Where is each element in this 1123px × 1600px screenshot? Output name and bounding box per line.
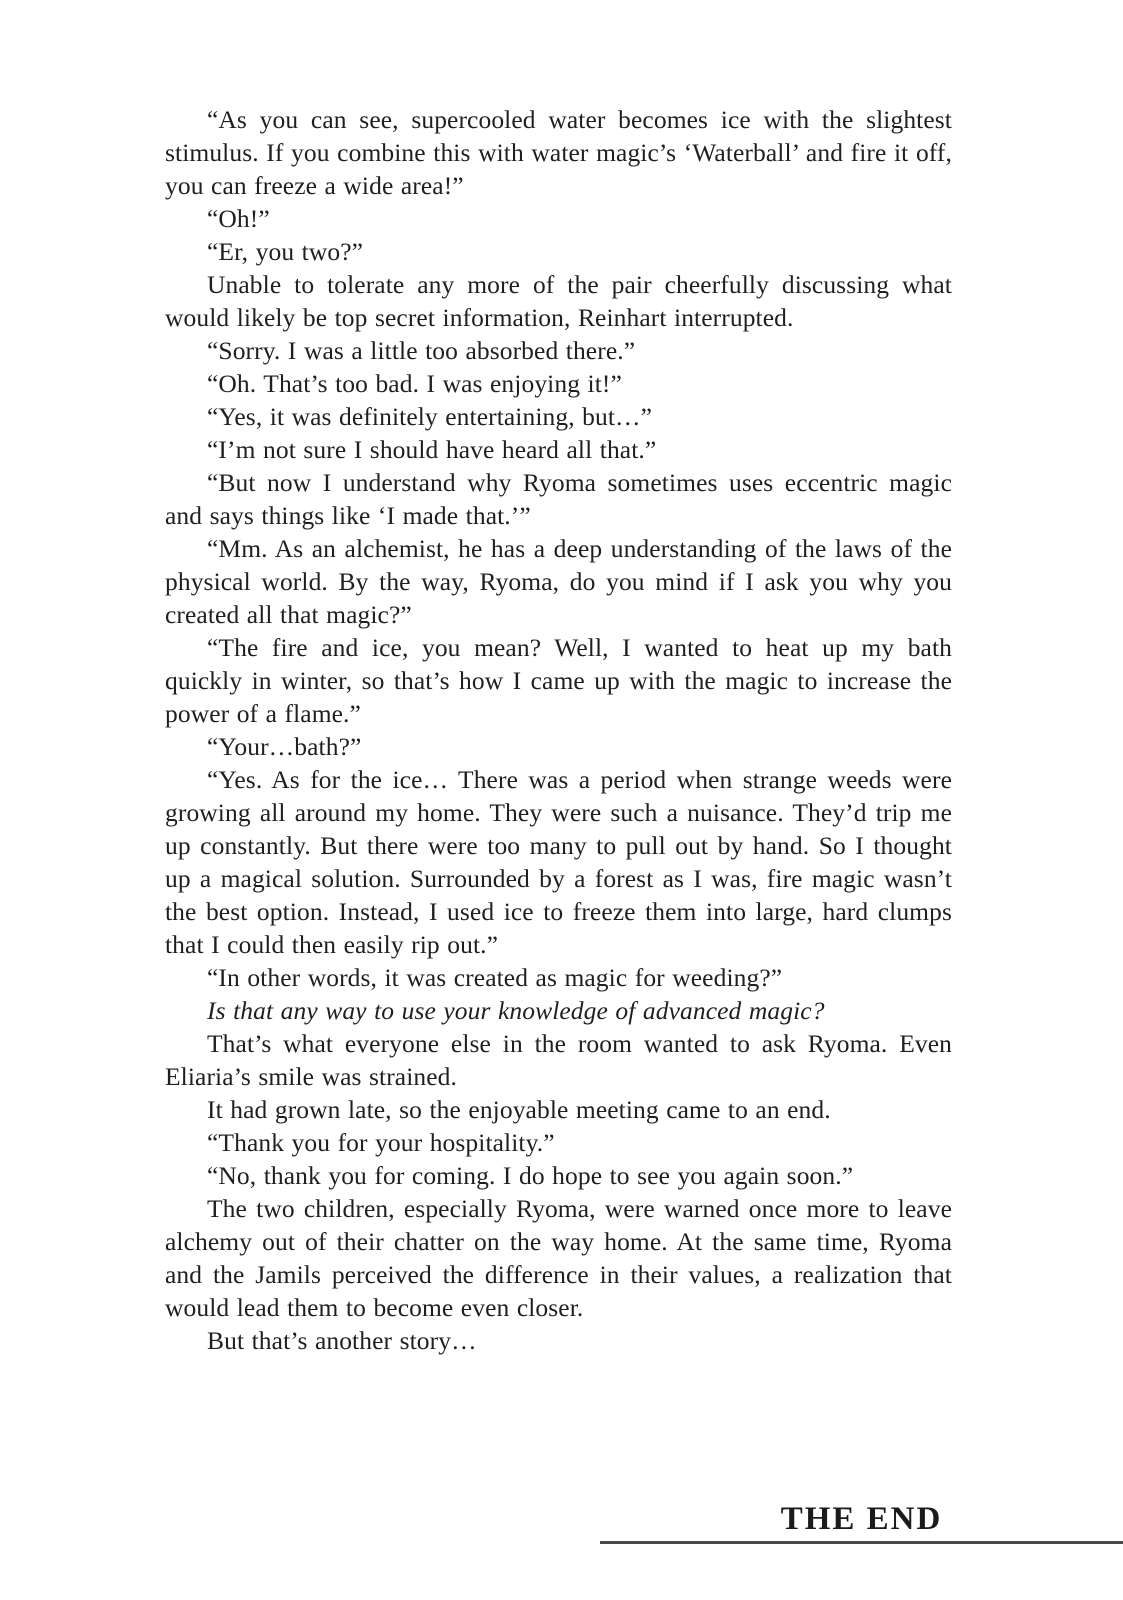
paragraph: “Oh!” bbox=[207, 204, 270, 233]
paragraph: “Sorry. I was a little too absorbed there.” bbox=[207, 336, 636, 365]
page-body bbox=[165, 103, 952, 1357]
paragraph: That’s what everyone else in the room wanted to ask Ryoma. Even Eliaria’s smile was strained. bbox=[165, 1029, 952, 1091]
paragraph: “The fire and ice, you mean? Well, I wanted to heat up my bath quickly in winter, so that’s how I came up with the magic to increase the power of a flame.” bbox=[165, 633, 952, 728]
paragraph: “Oh. That’s too bad. I was enjoying it!” bbox=[207, 369, 622, 398]
paragraph: “Mm. As an alchemist, he has a deep understanding of the laws of the physical world. By the way, Ryoma, do you mind if I ask you why you created all that magic?” bbox=[165, 534, 952, 629]
the-end-footer bbox=[600, 1500, 1123, 1544]
paragraph: “Yes, it was definitely entertaining, but…” bbox=[207, 402, 653, 431]
paragraph: The two children, especially Ryoma, were warned once more to leave alchemy out of their chatter on the way home. At the same time, Ryoma and the Jamils perceived the difference in their values, a realization that would lead them to become even closer. bbox=[165, 1194, 952, 1322]
paragraph: But that’s another story… bbox=[207, 1326, 477, 1355]
paragraph: “Er, you two?” bbox=[207, 237, 364, 266]
paragraph: “In other words, it was created as magic for weeding?” bbox=[207, 963, 783, 992]
paragraph: “But now I understand why Ryoma sometimes uses eccentric magic and says things like ‘I made that.’” bbox=[165, 468, 952, 530]
paragraph: “Your…bath?” bbox=[207, 732, 362, 761]
paragraph: “As you can see, supercooled water becomes ice with the slightest stimulus. If you combine this with water magic’s ‘Waterball’ and fire it off, you can freeze a wide area!” bbox=[165, 105, 952, 200]
paragraph: “No, thank you for coming. I do hope to see you again soon.” bbox=[207, 1161, 854, 1190]
the-end-label: THE END bbox=[780, 1501, 943, 1537]
paragraph: “Thank you for your hospitality.” bbox=[207, 1128, 555, 1157]
paragraph: It had grown late, so the enjoyable meeting came to an end. bbox=[207, 1095, 831, 1124]
paragraph: Unable to tolerate any more of the pair cheerfully discussing what would likely be top secret information, Reinhart interrupted. bbox=[165, 270, 952, 332]
paragraph: “Yes. As for the ice… There was a period when strange weeds were growing all around my home. They were such a nuisance. They’d trip me up constantly. But there were too many to pull out by hand. So I thought up a magical solution. Surrounded by a forest as I was, fire magic wasn’t the best option. Instead, I used ice to freeze them into large, hard clumps that I could then easily rip out.” bbox=[165, 765, 952, 959]
paragraph: “I’m not sure I should have heard all that.” bbox=[207, 435, 657, 464]
paragraph: Is that any way to use your knowledge of advanced magic? bbox=[207, 996, 825, 1025]
